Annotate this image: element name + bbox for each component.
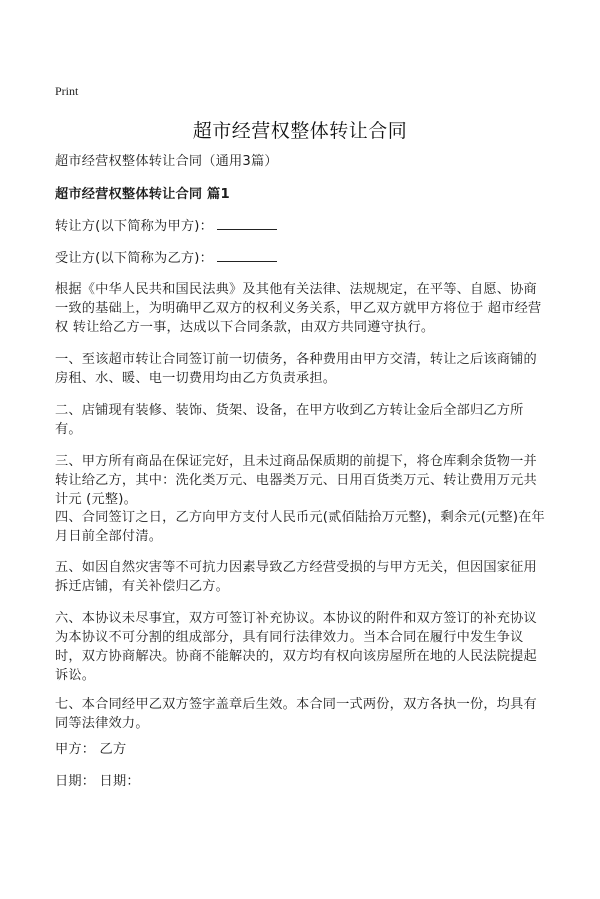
clause-2: 二、店铺现有装修、装饰、货架、设备，在甲方收到乙方转让金后全部归乙方所有。: [55, 403, 524, 437]
party-a-label: 转让方(以下简称为甲方)：: [55, 219, 213, 234]
clause-4: 四、合同签订之日，乙方向甲方支付人民币元(贰佰陆拾万元整)，剩余元(元整)在年月日前全部付清。: [55, 510, 545, 544]
clause-3: 三、甲方所有商品在保证完好，且未过商品保质期的前提下，将仓库剩余货物一并转让给乙方，其中：洗化类万元、电器类万元、日用百货类万元、转让费用万元共计元 (元整)。: [55, 454, 537, 507]
print-link[interactable]: Print: [55, 84, 79, 98]
intro-paragraph: 根据《中华人民共和国民法典》及其他有关法律、法规规定，在平等、自愿、协商一致的基础上，为明确甲乙双方的权利义务关系，甲乙双方就甲方将位于 超市经营权 转让给乙方一事，达成以下合同条款，由双方共同遵守执行。: [55, 282, 542, 335]
date-line: 日期： 日期：: [55, 774, 140, 789]
party-a-blank: [217, 217, 277, 230]
document-subtitle: 超市经营权整体转让合同（通用3篇）: [55, 154, 278, 169]
party-b-label: 受让方(以下简称为乙方)：: [55, 251, 213, 266]
party-b-blank: [217, 249, 277, 262]
clause-7: 七、本合同经甲乙双方签字盖章后生效。本合同一式两份，双方各执一份，均具有同等法律效力。: [55, 697, 537, 731]
signature-line: 甲方： 乙方: [55, 742, 127, 757]
clause-6: 六、本协议未尽事宜，双方可签订补充协议。本协议的附件和双方签订的补充协议为本协议不可分割的组成部分，具有同行法律效力。当本合同在履行中发生争议时，双方协商解决。协商不能解决的，双方均有权向该房屋所在地的人民法院提起诉讼。: [55, 611, 537, 683]
party-b-line: [55, 249, 550, 268]
party-a-line: [55, 217, 550, 236]
clause-1: 一、至该超市转让合同签订前一切债务，各种费用由甲方交清，转让之后该商铺的房租、水、暖、电一切费用均由乙方负责承担。: [55, 352, 537, 386]
document-title: 超市经营权整体转让合同: [192, 120, 408, 142]
section-heading: 超市经营权整体转让合同 篇1: [55, 187, 230, 202]
clause-5: 五、如因自然灾害等不可抗力因素导致乙方经营受损的与甲方无关，但因国家征用拆迁店铺，有关补偿归乙方。: [55, 560, 537, 594]
